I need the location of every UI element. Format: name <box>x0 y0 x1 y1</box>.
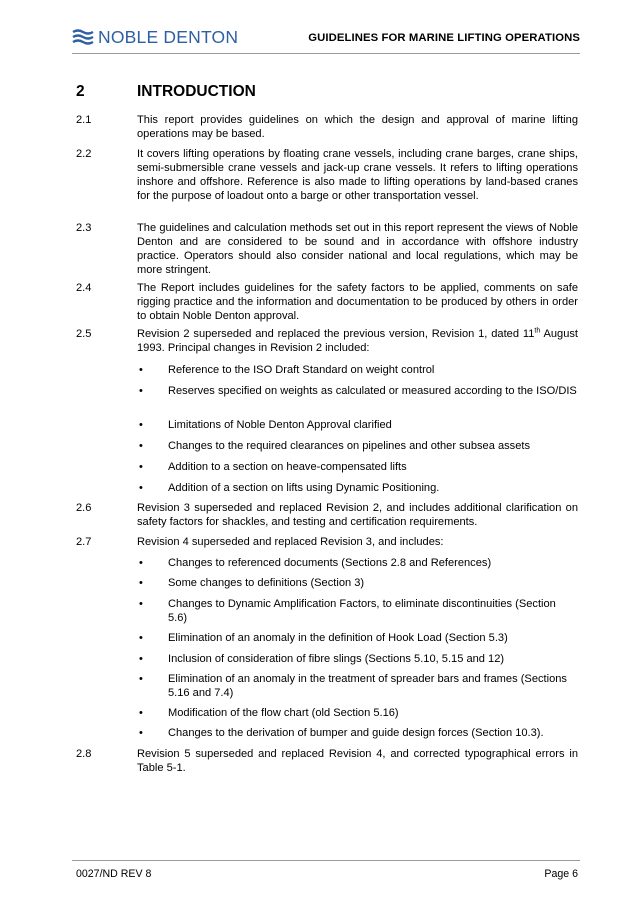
list-item-text: Inclusion of consideration of fibre slings (Sections 5.10, 5.15 and 12) <box>168 653 505 665</box>
bullet-icon: • <box>139 707 143 719</box>
bullet-icon: • <box>139 461 143 473</box>
bullet-icon: • <box>139 598 143 610</box>
bullet-icon: • <box>139 673 143 685</box>
bullet-icon: • <box>139 385 143 397</box>
paragraph-number: 2.1 <box>76 114 92 126</box>
paragraph-text: The Report includes guidelines for the safety factors to be applied, comments on safe rigging practice and the information and documentation to be produced by others in order to obtain Noble Denton approval. <box>137 282 578 322</box>
paragraph-number: 2.6 <box>76 502 92 514</box>
paragraph-number: 2.4 <box>76 282 92 294</box>
list-item-text: Limitations of Noble Denton Approval clarified <box>168 419 392 431</box>
list-item-text: Modification of the flow chart (old Section 5.16) <box>168 707 399 719</box>
page-number: Page 6 <box>544 868 578 880</box>
paragraph-text: It covers lifting operations by floating crane vessels, including crane barges, crane ships, semi-submersible crane vessels and jack-up crane vessels. It refers to lifting operations inshore and offshore. Reference is also made to lifting operations by land-based cranes for the purpose of loadout onto a barge or other transportation vessel. <box>137 148 578 202</box>
header-divider <box>72 53 580 54</box>
bullet-icon: • <box>139 364 143 376</box>
paragraph-text: The guidelines and calculation methods set out in this report represent the views of Noble Denton and are considered to be sound and in accordance with offshore industry practice. Operators should also consider national and local regulations, which may be more stringent. <box>137 222 578 276</box>
list-item-text: Addition of a section on lifts using Dynamic Positioning. <box>168 482 440 494</box>
paragraph-number: 2.7 <box>76 536 92 548</box>
list-item-text: Elimination of an anomaly in the definition of Hook Load (Section 5.3) <box>168 632 508 644</box>
paragraph-text: This report provides guidelines on which the design and approval of marine lifting operations may be based. <box>137 114 578 140</box>
list-item-text: Reference to the ISO Draft Standard on weight control <box>168 364 435 376</box>
logo-text: NOBLE DENTON <box>98 27 239 47</box>
document-title: GUIDELINES FOR MARINE LIFTING OPERATIONS <box>308 32 580 44</box>
paragraph-text-part: August 1993. Principal changes in Revision 2 included: <box>137 328 578 354</box>
footer-divider <box>72 860 580 861</box>
paragraph-text <box>137 328 578 356</box>
bullet-icon: • <box>139 653 143 665</box>
list-item-text: Some changes to definitions (Section 3) <box>168 577 365 589</box>
company-logo <box>72 28 238 46</box>
list-item-text: Elimination of an anomaly in the treatment of spreader bars and frames (Sections 5.16 and 7.4) <box>168 673 567 699</box>
list-item-text: Reserves specified on weights as calculated or measured according to the ISO/DIS <box>168 385 577 397</box>
date-superscript: th <box>534 327 541 335</box>
paragraph-text: Revision 4 superseded and replaced Revision 3, and includes: <box>137 536 444 548</box>
bullet-icon: • <box>139 557 143 569</box>
bullet-icon: • <box>139 727 143 739</box>
bullet-icon: • <box>139 440 143 452</box>
document-reference: 0027/ND REV 8 <box>76 868 152 880</box>
paragraph-number: 2.2 <box>76 148 92 160</box>
bullet-icon: • <box>139 577 143 589</box>
paragraph-text: Revision 5 superseded and replaced Revision 4, and corrected typographical errors in Table 5-1. <box>137 748 578 774</box>
bullet-icon: • <box>139 632 143 644</box>
paragraph-number: 2.8 <box>76 748 92 760</box>
paragraph-number: 2.3 <box>76 222 92 234</box>
paragraph-text-part: Revision 2 superseded and replaced the previous version, Revision 1, dated 11 <box>137 328 535 340</box>
section-title: INTRODUCTION <box>137 83 256 100</box>
list-item-text: Changes to Dynamic Amplification Factors, to eliminate discontinuities (Section 5.6) <box>168 598 556 624</box>
bullet-icon: • <box>139 482 143 494</box>
paragraph-text: Revision 3 superseded and replaced Revision 2, and includes additional clarification on safety factors for shackles, and testing and certification requirements. <box>137 502 578 528</box>
list-item-text: Changes to the derivation of bumper and guide design forces (Section 10.3). <box>168 727 544 739</box>
noble-denton-wave-icon <box>72 29 94 45</box>
paragraph-number: 2.5 <box>76 328 92 340</box>
list-item-text: Changes to the required clearances on pipelines and other subsea assets <box>168 440 531 452</box>
bullet-icon: • <box>139 419 143 431</box>
page-header <box>72 24 580 54</box>
section-number: 2 <box>76 83 85 100</box>
list-item-text: Addition to a section on heave-compensated lifts <box>168 461 407 473</box>
list-item-text: Changes to referenced documents (Sections 2.8 and References) <box>168 557 492 569</box>
